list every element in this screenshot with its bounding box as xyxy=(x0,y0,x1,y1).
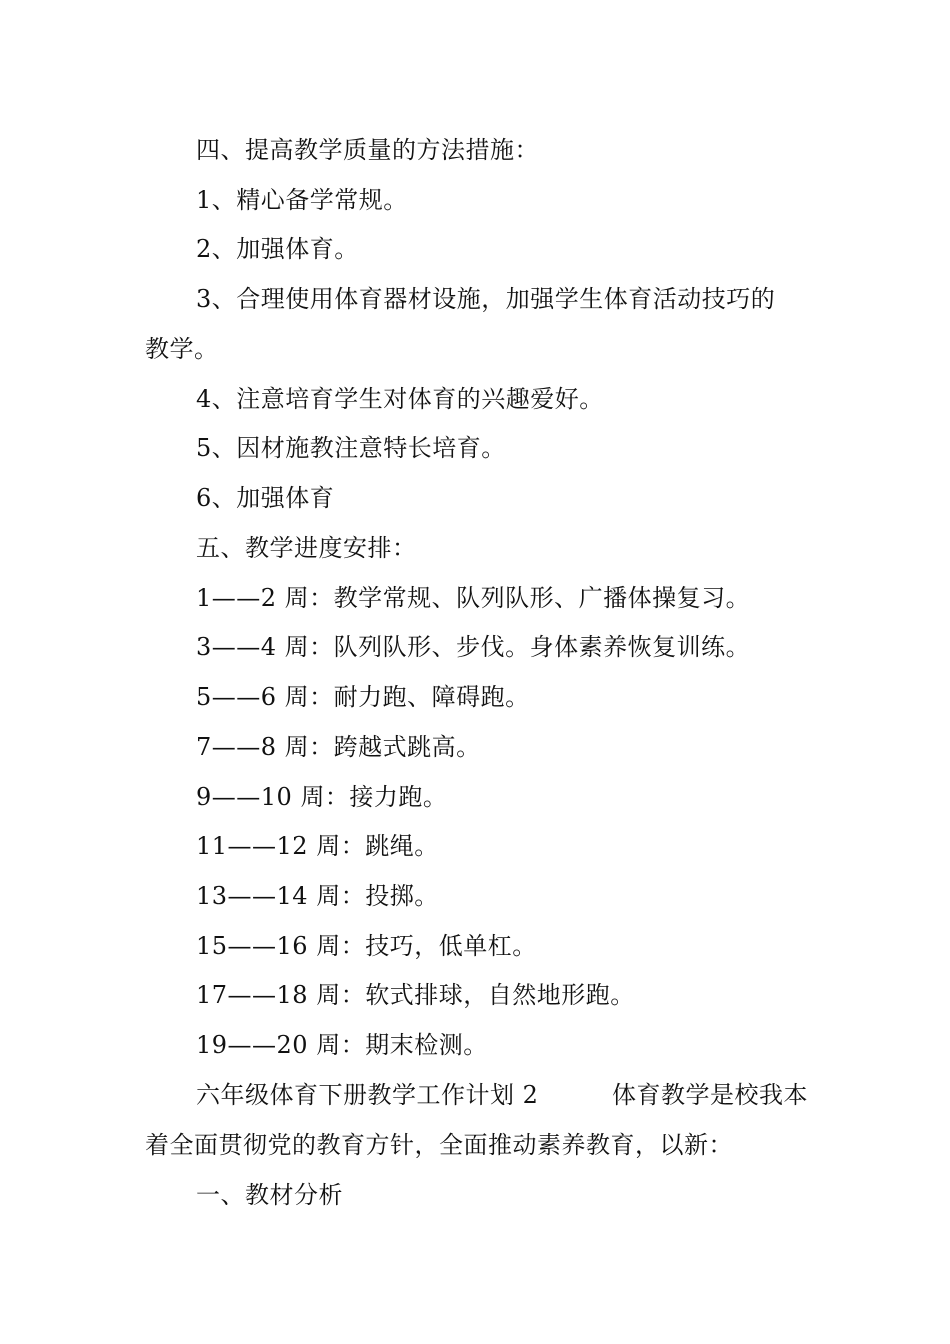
schedule-line: 5——6 周：耐力跑、障碍跑。 xyxy=(196,683,530,711)
schedule-line: 19——20 周：期末检测。 xyxy=(196,1031,488,1059)
schedule-line: 1——2 周：教学常规、队列队形、广播体操复习。 xyxy=(196,584,751,612)
schedule-line: 11——12 周：跳绳。 xyxy=(196,832,439,860)
schedule-line: 3——4 周：队列队形、步伐。身体素养恢复训练。 xyxy=(196,633,751,661)
schedule-line: 13——14 周：投掷。 xyxy=(196,882,439,910)
paragraph-line: 5、因材施教注意特长培育。 xyxy=(196,434,506,462)
section-heading-schedule: 五、教学进度安排： xyxy=(196,534,417,562)
plan-title: 六年级体育下册教学工作计划 2 xyxy=(196,1081,539,1109)
schedule-line: 9——10 周：接力跑。 xyxy=(196,783,448,811)
paragraph-line-text: 3、合理使用体育器材设施，加强学生体育活动技巧的 xyxy=(196,285,776,313)
schedule-line: 7——8 周：跨越式跳高。 xyxy=(196,733,481,761)
schedule-line: 17——18 周：软式排球，自然地形跑。 xyxy=(196,981,635,1009)
paragraph-line: 2、加强体育。 xyxy=(196,235,359,263)
paragraph-line: 1、精心备学常规。 xyxy=(196,186,408,214)
schedule-line: 15——16 周：技巧，低单杠。 xyxy=(196,932,537,960)
plan-title-line xyxy=(196,1080,808,1110)
paragraph-line-continuation: 着全面贯彻党的教育方针，全面推动素养教育，以新： xyxy=(145,1131,733,1159)
plan-intro-start: 体育教学是校我本 xyxy=(612,1081,808,1109)
paragraph-line: 4、注意培育学生对体育的兴趣爱好。 xyxy=(196,385,604,413)
paragraph-line-continuation: 教学。 xyxy=(145,335,219,363)
paragraph-line: 6、加强体育 xyxy=(196,484,335,512)
section-heading-methods: 四、提高教学质量的方法措施： xyxy=(196,136,539,164)
paragraph-line xyxy=(196,284,808,314)
section-heading-materials: 一、教材分析 xyxy=(196,1181,343,1209)
